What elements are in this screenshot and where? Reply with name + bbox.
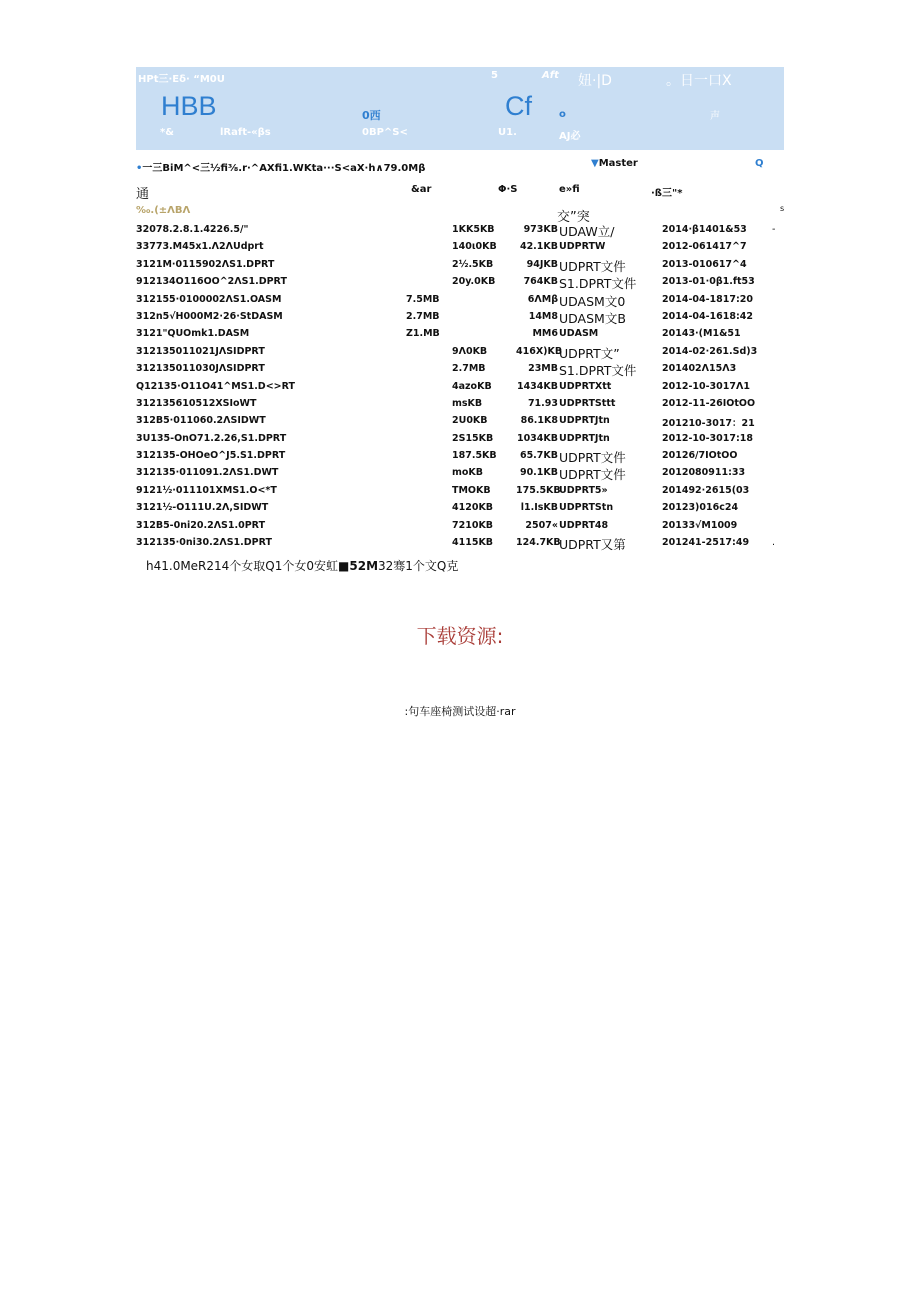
file-e-cell: 2014·β1401&53 <box>662 224 747 235</box>
file-d-cell: UDAW立/ <box>559 224 615 239</box>
file-d-cell: UDASM文B <box>559 310 626 326</box>
file-name-cell: 312n5√H000M2·26·StDASM <box>136 310 283 322</box>
file-row[interactable] <box>136 361 784 378</box>
file-name-cell: 3U135-OnO71.2.26,S1.DPRT <box>136 432 287 444</box>
file-d-cell: UDPRT文件 <box>559 450 626 466</box>
file-name-cell: 3121"QUOmk1.DASM <box>136 328 250 340</box>
file-c-cell: 124.7KB <box>516 537 561 549</box>
ribbon-top-aft: Aft <box>542 70 559 81</box>
file-e-cell: 2012-10-3017:18 <box>662 432 754 444</box>
footer-post: 32骞1个文Q克 <box>378 559 459 573</box>
ribbon-sub-u: U1. <box>498 127 517 138</box>
file-name-cell: 312135·011091.2ΛS1.DWT <box>136 467 279 479</box>
file-c-cell: 94JKB <box>526 258 558 270</box>
file-name-cell: 312155·0100002ΛS1.OASM <box>136 293 282 305</box>
file-name-cell: 32078.2.8.1.4226.5/" <box>136 224 249 235</box>
file-b-cell: moKB <box>452 467 484 479</box>
download-file-link[interactable]: :句车座椅测试设超·rar <box>404 705 516 718</box>
file-row[interactable] <box>136 448 784 465</box>
file-e-cell: 201210-3017：21 <box>662 418 755 430</box>
file-c-cell: 1034KB <box>516 432 558 444</box>
ribbon-sub-raft: lRaft-«βs <box>220 127 271 138</box>
file-c-cell: 416X)KB <box>516 345 563 357</box>
file-name-cell: 312135-OHOeO^J5.S1.DPRT <box>136 450 286 462</box>
ribbon-top-right: 妞·|D <box>578 73 612 89</box>
file-e-cell: 2012080911:33 <box>662 467 746 479</box>
search-icon[interactable]: Q <box>755 158 764 169</box>
column-header-5[interactable]: ·ß三"* <box>651 188 683 199</box>
file-b-cell: 187.5KB <box>452 450 497 462</box>
ribbon-top-left: HPt三·Eδ· “M0U <box>138 74 225 85</box>
subheader-left: ‰.(±ΛBΛ <box>136 205 191 216</box>
file-name-cell: 312135011021JΛSIDPRT <box>136 345 265 357</box>
file-row[interactable] <box>136 396 784 413</box>
file-d-cell: UDPRTW <box>559 241 606 253</box>
file-a-cell: 7.5MB <box>406 293 440 305</box>
footer-bold: ■52M <box>338 559 379 573</box>
file-c-cell: 71.93 <box>527 397 558 409</box>
chevron-down-icon: ▼ <box>591 158 599 169</box>
file-e-cell: 20143·(M1&51 <box>662 328 741 340</box>
file-e-cell: 201402Λ15Λ3 <box>662 363 737 375</box>
file-row[interactable] <box>136 326 784 343</box>
file-name-cell: 9121½·011101XMS1.O<*T <box>136 484 277 496</box>
file-c-cell: 764KB <box>523 276 558 288</box>
file-row[interactable] <box>136 292 784 309</box>
file-e-cell: 2013-01·0β1.ft53 <box>662 276 755 288</box>
file-d-cell: UDPRTJtn <box>559 415 610 427</box>
ribbon-sub-left: *& <box>160 127 174 138</box>
ribbon-sub-far: 声 <box>710 111 720 122</box>
file-row[interactable] <box>136 535 784 552</box>
ribbon-blue-o: o <box>559 109 566 120</box>
file-b-cell: 2.7MB <box>452 363 486 375</box>
file-e-cell: 20133√M1009 <box>662 519 738 531</box>
file-b-cell: 2S15KB <box>452 432 494 444</box>
file-e-cell: 2012-10-3017Λ1 <box>662 380 750 392</box>
file-e-cell: 20126/7IOtOO <box>662 450 738 462</box>
file-c-cell: 14M8 <box>528 310 558 322</box>
file-c-cell: 90.1KB <box>519 467 558 479</box>
file-d-cell: UDASM <box>559 328 599 340</box>
file-c-cell: 42.1KB <box>519 241 558 253</box>
file-d-cell: UDASM文0 <box>559 293 626 309</box>
file-e-cell: 20123)016c24 <box>662 502 739 514</box>
path-dot-icon: • <box>136 163 143 174</box>
file-name-cell: 912134O116OO^2ΛS1.DPRT <box>136 276 287 288</box>
column-header-3[interactable]: Φ·S <box>498 184 518 195</box>
file-e-cell: 2014-04-1618:42 <box>662 310 754 322</box>
file-d-cell: UDPRT文件 <box>559 467 626 483</box>
file-b-cell: msKB <box>452 397 483 409</box>
window-controls[interactable]: 。日一口X <box>666 73 732 89</box>
subheader-right: s <box>780 204 785 213</box>
file-e-cell: 201492·2615(03 <box>662 484 750 496</box>
file-row[interactable] <box>136 309 784 326</box>
file-b-cell: 4azoKB <box>452 380 492 392</box>
branch-dropdown[interactable] <box>591 158 638 169</box>
file-row[interactable] <box>136 465 784 482</box>
file-c-cell: 175.5KB <box>516 484 561 496</box>
status-footer <box>146 557 458 574</box>
file-e-cell: 201241-2517:49 <box>662 537 750 549</box>
column-header-name[interactable]: 通 <box>136 187 150 202</box>
file-x-cell: . <box>772 537 776 549</box>
file-c-cell: 86.1K8 <box>520 415 558 427</box>
file-list <box>136 222 784 552</box>
file-d-cell: UDPRTXtt <box>559 380 612 392</box>
file-name-cell: 312135011030JΛSIDPRT <box>136 363 265 375</box>
file-row[interactable] <box>136 431 784 448</box>
file-c-cell: l1.IsKB <box>520 502 558 514</box>
file-row[interactable] <box>136 274 784 291</box>
ribbon-blue-mid[interactable]: 0西 <box>362 109 381 122</box>
file-a-cell: Z1.MB <box>406 328 440 340</box>
file-c-cell: 6ΛMβ <box>527 293 558 305</box>
file-c-cell: MM6 <box>532 328 558 340</box>
file-name-cell: 312135·0ni30.2ΛS1.DPRT <box>136 537 272 549</box>
file-b-cell: 20y.0KB <box>452 276 496 288</box>
file-name-cell: 3121M·0115902ΛS1.DPRT <box>136 258 275 270</box>
ribbon-big-left[interactable]: HBB <box>161 91 217 121</box>
column-header-4[interactable]: e»fi <box>559 184 580 195</box>
file-d-cell: UDPRT5» <box>559 484 608 496</box>
file-b-cell: 1KK5KB <box>452 224 495 235</box>
file-e-cell: 2012-061417^7 <box>662 241 747 253</box>
file-c-cell: 1434KB <box>516 380 558 392</box>
file-c-cell: 973KB <box>523 224 558 235</box>
file-c-cell: 2507« <box>525 519 558 531</box>
file-d-cell: UDPRT文件 <box>559 258 626 274</box>
ribbon-big-right[interactable]: Cf <box>505 91 532 121</box>
path-text <box>136 159 425 174</box>
branch-label: Master <box>598 158 638 169</box>
column-header-2[interactable]: &ar <box>411 184 432 195</box>
file-d-cell: S1.DPRT文件 <box>559 276 637 292</box>
file-b-cell: 2U0KB <box>452 415 488 427</box>
file-a-cell: 2.7MB <box>406 310 440 322</box>
file-c-cell: 23MB <box>528 363 558 375</box>
file-e-cell: 2014-04-1817:20 <box>662 293 754 305</box>
file-name-cell: 312B5-0ni20.2ΛS1.0PRT <box>136 519 266 531</box>
ribbon-top-mid: 5 <box>491 70 498 81</box>
path-value: 一三BiM^<三½fi⅜.r·^AXfi1.WKta···S<aX·h∧79.0Mβ <box>142 163 426 174</box>
file-d-cell: UDPRT48 <box>559 519 609 531</box>
file-name-cell: 312B5·011060.2ΛSIDWT <box>136 415 266 427</box>
file-b-cell: 4115KB <box>452 537 494 549</box>
file-d-cell: UDPRT文” <box>559 345 620 361</box>
file-row[interactable] <box>136 379 784 396</box>
file-d-cell: UDPRTJtn <box>559 432 610 444</box>
file-name-cell: 312135610512XSIoWT <box>136 397 257 409</box>
file-b-cell: 140ι0KB <box>452 241 497 253</box>
toolbar-ribbon <box>136 67 784 150</box>
file-b-cell: 4120KB <box>452 502 494 514</box>
subheader-mid: 交”突 <box>557 210 590 225</box>
file-row[interactable] <box>136 344 784 361</box>
file-row[interactable] <box>136 483 784 500</box>
file-row[interactable] <box>136 413 784 430</box>
file-e-cell: 2014-02·261.Sd)3 <box>662 345 758 357</box>
file-b-cell: 2½.5KB <box>452 258 494 270</box>
file-row[interactable] <box>136 222 784 239</box>
file-row[interactable] <box>136 518 784 535</box>
file-b-cell: 7210KB <box>452 519 494 531</box>
file-b-cell: 9Λ0KB <box>452 345 488 357</box>
file-row[interactable] <box>136 500 784 517</box>
file-c-cell: 65.7KB <box>519 450 558 462</box>
footer-pre: h41.0MeR214个女取Q1个女0安虹 <box>146 559 339 573</box>
download-title: 下载资源: <box>416 624 504 648</box>
file-list-header <box>136 184 784 200</box>
file-name-cell: 33773.M45x1.Λ2ΛUdprt <box>136 241 264 253</box>
file-x-cell: - <box>772 224 776 235</box>
file-d-cell: UDPRTSttt <box>559 397 616 409</box>
file-row[interactable] <box>136 257 784 274</box>
file-d-cell: UDPRTStn <box>559 502 614 514</box>
file-d-cell: UDPRT又第 <box>559 537 626 553</box>
ribbon-sub-mid: 0BP^S< <box>362 127 408 138</box>
address-bar[interactable] <box>136 157 784 173</box>
file-b-cell: TMOKB <box>452 484 491 496</box>
file-e-cell: 2012-11-26IOtOO <box>662 397 756 409</box>
file-name-cell: Q12135·O11O41^MS1.D<>RT <box>136 380 295 392</box>
file-d-cell: S1.DPRT文件 <box>559 363 637 379</box>
ribbon-sub-aj: AJ必 <box>559 131 581 142</box>
file-name-cell: 3121½-O111U.2Λ,SIDWT <box>136 502 269 514</box>
file-e-cell: 2013-010617^4 <box>662 258 747 270</box>
file-row[interactable] <box>136 239 784 256</box>
